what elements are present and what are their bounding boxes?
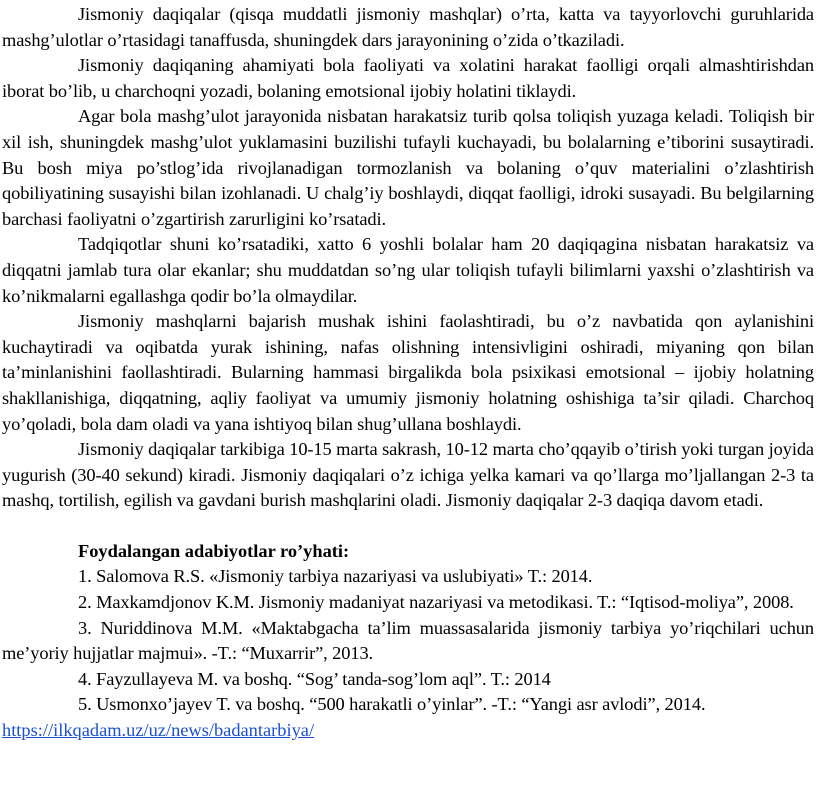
paragraph: Tadqiqotlar shuni ko’rsatadiki, xatto 6 yoshli bolalar ham 20 daqiqagina nisbatan harakatsiz va diqqatni jamlab tura olar ekanlar; shu muddatdan so’ng ular toliqish tufayli bilimlarni yaxshi o’zlashtirish va ko’nikmalarni egallashga qodir bo’la olmaydilar. bbox=[2, 234, 814, 306]
reference-item: 3. Nuriddinova M.M. «Maktabgacha ta’lim muassasalarida jismoniy tarbiya yo’riqchilari uchun me’yoriy hujjatlar majmui». -T.: “Muxarrir”, 2013. bbox=[2, 617, 814, 664]
paragraph: Jismoniy mashqlarni bajarish mushak ishini faolashtiradi, bu o’z navbatida qon aylanishini kuchaytiradi va oqibatda yurak ishining, nafas olishning intensivligini oshiradi, miyaning qon bilan ta’minlanishini faollashtiradi. Bularning hammasi birgalikda bola psixikasi emotsional – ijobiy holatning shakllanishiga, diqqatning, aqliy faoliyat va umumiy jismoniy holatning oshishiga ta’sir qiladi. Charchoq yo’qoladi, bola dam oladi va yana ishtiyoq bilan shug’ullana boshlaydi. bbox=[2, 311, 814, 434]
reference-link-line bbox=[2, 718, 814, 744]
reference-item: 5. Usmonxo’jayev T. va boshq. “500 harakatli o’yinlar”. -T.: “Yangi asr avlodi”, 2014. bbox=[78, 694, 706, 715]
paragraph: Agar bola mashg’ulot jarayonida nisbatan harakatsiz turib qolsa toliqish yuzaga keladi. Toliqish bir xil ish, shuningdek mashg’ulot yuklamasini buzilishi tufayli kuchayadi, bu bolalarning e’tiborini susaytiradi. Bu bosh miya po’stlog’ida rivojlanadigan tormozlanish va bolaning o’quv materialini o’zlashtirish qobiliyatining susayishi bilan izohlanadi. U chalg’iy boshlaydi, diqqat faolligi, idroki susayadi. Bu belgilarning barchasi faoliyatni o’zgartirish zarurligini ko’rsatadi. bbox=[2, 106, 814, 229]
reference-item: 1. Salomova R.S. «Jismoniy tarbiya nazariyasi va uslubiyati» T.: 2014. bbox=[78, 566, 593, 587]
reference-item: 2. Maxkamdjonov K.M. Jismoniy madaniyat nazariyasi va metodikasi. T.: “Iqtisod-moliya”, 2008. bbox=[78, 592, 794, 613]
paragraph: Jismoniy daqiqalar tarkibiga 10-15 marta sakrash, 10-12 marta cho’qqayib o’tirish yoki turgan joyida yugurish (30-40 sekund) kiradi. Jismoniy daqiqalari o’z ichiga yelka kamari va qo’llarga mo’ljallangan 2-3 ta mashq, tortilish, egilish va gavdani burish mashqlarini oladi. Jismoniy daqiqalar 2-3 daqiqa davom etadi. bbox=[2, 439, 814, 511]
references-title: Foydalangan adabiyotlar ro’yhati: bbox=[78, 540, 350, 561]
section-spacer bbox=[2, 514, 814, 539]
reference-item: 4. Fayzullayeva M. va boshq. “Sog’ tanda-sog’lom aql”. T.: 2014 bbox=[78, 668, 551, 689]
reference-link[interactable]: https://ilkqadam.uz/uz/news/badantarbiya/ bbox=[2, 720, 315, 741]
paragraph: Jismoniy daqiqaning ahamiyati bola faoliyati va xolatini harakat faolligi orqali almashtirishdan iborat bo’lib, u charchoqni yozadi, bolaning emotsional ijobiy holatini tiklaydi. bbox=[2, 55, 814, 101]
paragraph: Jismoniy daqiqalar (qisqa muddatli jismoniy mashqlar) o’rta, katta va tayyorlovchi guruhlarida mashg’ulotlar o’rtasidagi tanaffusda, shuningdek dars jarayonining o’zida o’tkaziladi. bbox=[2, 4, 814, 50]
